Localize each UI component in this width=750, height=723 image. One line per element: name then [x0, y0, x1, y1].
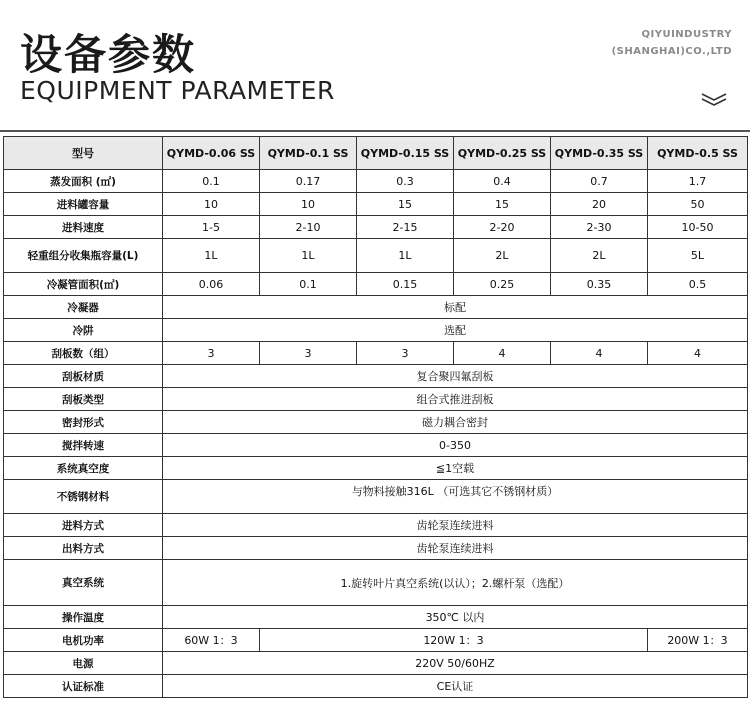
- table-row: [4, 193, 748, 216]
- cell-value: 0.4: [454, 170, 551, 193]
- table-row: [4, 480, 748, 514]
- table-row: [4, 675, 748, 698]
- cell-value: 0.1: [260, 273, 357, 296]
- company-name-line2: (SHANGHAI)CO.,LTD: [611, 46, 732, 57]
- cell-value: 0.7: [551, 170, 648, 193]
- table-row: [4, 411, 748, 434]
- cell-value: 20: [551, 193, 648, 216]
- cell-value: 2-15: [357, 216, 454, 239]
- cell-value: 1-5: [163, 216, 260, 239]
- header-label: 型号: [4, 137, 163, 170]
- cell-value: 0.06: [163, 273, 260, 296]
- model-name: QYMD-0.06 SS: [163, 137, 260, 170]
- cell-value: 2-20: [454, 216, 551, 239]
- row-label: 电机功率: [4, 629, 163, 652]
- cell-value: 3: [357, 342, 454, 365]
- cell-value: 10-50: [648, 216, 748, 239]
- cell-value: 3: [163, 342, 260, 365]
- model-name: QYMD-0.1 SS: [260, 137, 357, 170]
- cell-value: 0.5: [648, 273, 748, 296]
- cell-value: 1L: [163, 239, 260, 273]
- row-label: 进料速度: [4, 216, 163, 239]
- table-row: [4, 319, 748, 342]
- table-row: [4, 342, 748, 365]
- cell-value: 齿轮泵连续进料: [163, 514, 748, 537]
- cell-value: 50: [648, 193, 748, 216]
- row-label: 蒸发面积 (㎡): [4, 170, 163, 193]
- cell-value: 2L: [551, 239, 648, 273]
- row-label: 轻重组分收集瓶容量(L): [4, 239, 163, 273]
- table-row: [4, 388, 748, 411]
- company-name-line1: QIYUINDUSTRY: [641, 29, 732, 40]
- cell-value: 3: [260, 342, 357, 365]
- cell-value: 220V 50/60HZ: [163, 652, 748, 675]
- cell-value: 与物料接触316L （可选其它不锈钢材质）: [163, 480, 748, 514]
- table-row: [4, 170, 748, 193]
- table-row: [4, 365, 748, 388]
- cell-value: 15: [454, 193, 551, 216]
- cell-value: CE认证: [163, 675, 748, 698]
- table-row: [4, 514, 748, 537]
- table-header-row: [4, 137, 748, 170]
- table-row: [4, 296, 748, 319]
- row-label: 刮板材质: [4, 365, 163, 388]
- cell-value: 60W 1：3: [163, 629, 260, 652]
- cell-value: 4: [551, 342, 648, 365]
- cell-value: 2L: [454, 239, 551, 273]
- company-name: [612, 26, 732, 60]
- cell-value: ≦1空载: [163, 457, 748, 480]
- model-name: QYMD-0.25 SS: [454, 137, 551, 170]
- table-row: [4, 216, 748, 239]
- row-label: 进料罐容量: [4, 193, 163, 216]
- cell-value: 0.35: [551, 273, 648, 296]
- cell-value: 2-10: [260, 216, 357, 239]
- parameter-table: [3, 136, 748, 698]
- cell-value: 0.1: [163, 170, 260, 193]
- cell-value: 标配: [163, 296, 748, 319]
- row-label: 操作温度: [4, 606, 163, 629]
- table-row: [4, 457, 748, 480]
- cell-value: 0-350: [163, 434, 748, 457]
- table-row: [4, 239, 748, 273]
- cell-value: 0.3: [357, 170, 454, 193]
- cell-value: 0.25: [454, 273, 551, 296]
- row-label: 刮板数（组）: [4, 342, 163, 365]
- cell-value: 1L: [357, 239, 454, 273]
- model-name: QYMD-0.35 SS: [551, 137, 648, 170]
- row-label: 认证标准: [4, 675, 163, 698]
- cell-value: 1.7: [648, 170, 748, 193]
- cell-value: 齿轮泵连续进料: [163, 537, 748, 560]
- cell-value: 1.旋转叶片真空系统(以认）；2.螺杆泵（选配）: [163, 560, 748, 606]
- page-title-en: EQUIPMENT PARAMETER: [20, 76, 335, 105]
- cell-value: 120W 1：3: [260, 629, 648, 652]
- page-title-cn: 设备参数: [20, 30, 197, 79]
- table-row: [4, 629, 748, 652]
- cell-value: 1L: [260, 239, 357, 273]
- cell-value: 4: [648, 342, 748, 365]
- row-label: 不锈钢材料: [4, 480, 163, 514]
- row-label: 刮板类型: [4, 388, 163, 411]
- model-name: QYMD-0.15 SS: [357, 137, 454, 170]
- cell-value: 200W 1：3: [648, 629, 748, 652]
- cell-value: 10: [163, 193, 260, 216]
- cell-value: 组合式推进刮板: [163, 388, 748, 411]
- row-label: 冷凝器: [4, 296, 163, 319]
- cell-value: 15: [357, 193, 454, 216]
- cell-value: 0.17: [260, 170, 357, 193]
- table-row: [4, 560, 748, 606]
- cell-value: 磁力耦合密封: [163, 411, 748, 434]
- table-row: [4, 273, 748, 296]
- cell-value: 4: [454, 342, 551, 365]
- row-label: 冷凝管面积(㎡): [4, 273, 163, 296]
- row-label: 出料方式: [4, 537, 163, 560]
- cell-value: 2-30: [551, 216, 648, 239]
- table-row: [4, 652, 748, 675]
- row-label: 真空系统: [4, 560, 163, 606]
- table-row: [4, 434, 748, 457]
- row-label: 进料方式: [4, 514, 163, 537]
- cell-value: 5L: [648, 239, 748, 273]
- cell-value: 复合聚四氟刮板: [163, 365, 748, 388]
- table-row: [4, 606, 748, 629]
- row-label: 搅拌转速: [4, 434, 163, 457]
- row-label: 电源: [4, 652, 163, 675]
- cell-value: 选配: [163, 319, 748, 342]
- table-row: [4, 537, 748, 560]
- cell-value: 350℃ 以内: [163, 606, 748, 629]
- header-divider: [0, 130, 750, 132]
- model-name: QYMD-0.5 SS: [648, 137, 748, 170]
- row-label: 系统真空度: [4, 457, 163, 480]
- cell-value: 10: [260, 193, 357, 216]
- row-label: 冷阱: [4, 319, 163, 342]
- double-chevron-down-icon: [700, 92, 728, 106]
- row-label: 密封形式: [4, 411, 163, 434]
- cell-value: 0.15: [357, 273, 454, 296]
